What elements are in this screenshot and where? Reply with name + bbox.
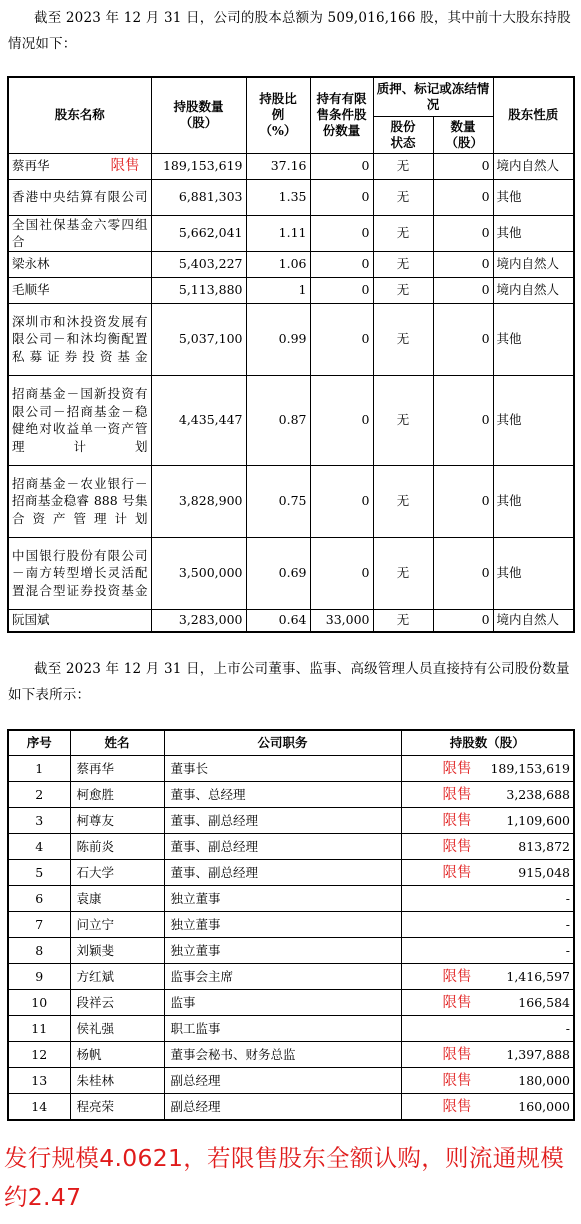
restricted-mark: 限售: [442, 968, 472, 985]
header-pledge-quantity: 数量（股）: [433, 116, 493, 153]
shares-held-cell: [401, 860, 574, 886]
restricted-shares: 0: [310, 179, 373, 215]
serial-no: 4: [8, 834, 70, 860]
shares-held: 180,000: [518, 1072, 570, 1088]
restricted-mark: 限售: [442, 1098, 472, 1115]
shares-held: 166,584: [518, 994, 570, 1010]
shares-held-cell: [401, 782, 574, 808]
pledge-status: 无: [373, 153, 433, 179]
shares-held: 3,238,688: [506, 786, 570, 802]
director-name: 刘颖斐: [70, 938, 164, 964]
header-shareholder-name: 股东名称: [8, 77, 151, 153]
restricted-mark: 限售: [442, 1072, 472, 1089]
shares-held-cell: [401, 808, 574, 834]
director-position: 监事: [164, 990, 401, 1016]
director-row: [8, 990, 574, 1016]
shares-held: 5,037,100: [151, 303, 246, 375]
pledge-quantity: 0: [433, 609, 493, 632]
pledge-status: 无: [373, 537, 433, 609]
director-row: [8, 938, 574, 964]
shares-held: 4,435,447: [151, 375, 246, 465]
shareholder-name: 蔡再华: [12, 158, 50, 173]
director-row: [8, 1042, 574, 1068]
shareholder-nature: 其他: [493, 303, 574, 375]
director-position: 董事会秘书、财务总监: [164, 1042, 401, 1068]
pledge-status: 无: [373, 465, 433, 537]
restricted-shares: 0: [310, 153, 373, 179]
restricted-shares: 0: [310, 215, 373, 251]
shares-held-cell: [401, 990, 574, 1016]
director-row: [8, 782, 574, 808]
serial-no: 10: [8, 990, 70, 1016]
shareholder-row: [8, 609, 574, 632]
director-name: 段祥云: [70, 990, 164, 1016]
header-pledge-status: 股份状态: [373, 116, 433, 153]
director-position: 监事会主席: [164, 964, 401, 990]
restricted-shares: 0: [310, 277, 373, 303]
serial-no: 11: [8, 1016, 70, 1042]
director-position: 副总经理: [164, 1094, 401, 1121]
director-position: 董事、副总经理: [164, 860, 401, 886]
shares-held: 5,113,880: [151, 277, 246, 303]
shares-held-cell: [401, 938, 574, 964]
serial-no: 12: [8, 1042, 70, 1068]
shareholder-name: 香港中央结算有限公司: [8, 179, 151, 215]
shareholder-name: 中国银行股份有限公司－南方转型增长灵活配置混合型证券投资基金: [8, 537, 151, 609]
serial-no: 2: [8, 782, 70, 808]
holding-ratio: 0.87: [246, 375, 310, 465]
pledge-quantity: 0: [433, 375, 493, 465]
shareholder-nature: 其他: [493, 215, 574, 251]
director-position: 独立董事: [164, 886, 401, 912]
shares-held: -: [565, 1020, 570, 1036]
director-row: [8, 1016, 574, 1042]
director-name: 杨帆: [70, 1042, 164, 1068]
director-name: 方红斌: [70, 964, 164, 990]
shares-held: -: [565, 890, 570, 906]
shares-held: -: [565, 942, 570, 958]
header-serial-no: 序号: [8, 730, 70, 756]
holding-ratio: 0.69: [246, 537, 310, 609]
shares-held-cell: [401, 834, 574, 860]
shareholder-nature: 境内自然人: [493, 251, 574, 277]
directors-shareholding-table: [7, 729, 575, 1121]
restricted-mark: 限售: [442, 864, 472, 881]
shares-held: 1,109,600: [506, 812, 570, 828]
shares-held-cell: [401, 912, 574, 938]
director-row: [8, 1094, 574, 1121]
shareholder-name-cell: [8, 153, 151, 179]
restricted-shares: 0: [310, 375, 373, 465]
shares-held: 6,881,303: [151, 179, 246, 215]
director-position: 董事长: [164, 756, 401, 782]
restricted-mark: 限售: [442, 838, 472, 855]
director-row: [8, 912, 574, 938]
shareholder-name: 招商基金－农业银行－招商基金稳睿 888 号集合资产管理计划: [8, 465, 151, 537]
shares-held: 915,048: [518, 864, 570, 880]
shareholder-row: [8, 215, 574, 251]
restricted-shares: 0: [310, 465, 373, 537]
header-pledge: 质押、标记或冻结情况: [373, 77, 493, 116]
holding-ratio: 1.06: [246, 251, 310, 277]
serial-no: 13: [8, 1068, 70, 1094]
shareholder-nature: 境内自然人: [493, 153, 574, 179]
shares-held: 160,000: [518, 1098, 570, 1114]
director-name: 朱桂林: [70, 1068, 164, 1094]
shareholder-row: [8, 251, 574, 277]
restricted-mark: 限售: [442, 760, 472, 777]
shares-held: 5,403,227: [151, 251, 246, 277]
shares-held: 3,828,900: [151, 465, 246, 537]
serial-no: 7: [8, 912, 70, 938]
pledge-quantity: 0: [433, 215, 493, 251]
director-position: 独立董事: [164, 912, 401, 938]
shareholder-nature: 其他: [493, 465, 574, 537]
pledge-quantity: 0: [433, 277, 493, 303]
top-ten-shareholders-table: [7, 76, 575, 633]
shares-held: -: [565, 916, 570, 932]
holding-ratio: 1.35: [246, 179, 310, 215]
pledge-status: 无: [373, 179, 433, 215]
shareholder-name: 阮国斌: [8, 609, 151, 632]
director-name: 柯尊友: [70, 808, 164, 834]
intro-paragraph-2: 截至 2023 年 12 月 31 日，上市公司董事、监事、高级管理人员直接持有公司股份数量如下表所示：: [8, 661, 570, 703]
serial-no: 9: [8, 964, 70, 990]
shares-held: 3,283,000: [151, 609, 246, 632]
shares-held: 189,153,619: [151, 153, 246, 179]
pledge-status: 无: [373, 215, 433, 251]
shareholder-nature: 其他: [493, 179, 574, 215]
director-name: 陈前炎: [70, 834, 164, 860]
restricted-mark: 限售: [442, 1046, 472, 1063]
shares-held-cell: [401, 886, 574, 912]
director-row: [8, 886, 574, 912]
handwritten-note: 发行规模4.0621，若限售股东全额认购，则流通规模约2.47: [4, 1144, 565, 1211]
header-position: 公司职务: [164, 730, 401, 756]
shareholder-row: [8, 179, 574, 215]
director-name: 袁康: [70, 886, 164, 912]
header-name: 姓名: [70, 730, 164, 756]
director-name: 侯礼强: [70, 1016, 164, 1042]
shares-held: 813,872: [518, 838, 570, 854]
pledge-quantity: 0: [433, 179, 493, 215]
director-name: 石大学: [70, 860, 164, 886]
pledge-quantity: 0: [433, 153, 493, 179]
director-name: 蔡再华: [70, 756, 164, 782]
restricted-mark: 限售: [442, 994, 472, 1011]
shareholder-row: [8, 537, 574, 609]
shareholder-row: [8, 153, 574, 179]
shares-held: 1,416,597: [506, 968, 570, 984]
holding-ratio: 1: [246, 277, 310, 303]
intro-paragraph-1: 截至 2023 年 12 月 31 日，公司的股本总额为 509,016,166 股，其中前十大股东持股情况如下：: [8, 10, 571, 52]
shareholder-nature: 境内自然人: [493, 609, 574, 632]
header-nature: 股东性质: [493, 77, 574, 153]
director-row: [8, 1068, 574, 1094]
shareholder-name: 深圳市和沐投资发展有限公司－和沐均衡配置私募证券投资基金: [8, 303, 151, 375]
restricted-shares: 0: [310, 537, 373, 609]
pledge-status: 无: [373, 251, 433, 277]
shares-held-cell: [401, 756, 574, 782]
serial-no: 3: [8, 808, 70, 834]
restricted-shares: 0: [310, 251, 373, 277]
header-shares-held: 持股数（股）: [401, 730, 574, 756]
shares-held: 189,153,619: [490, 760, 570, 776]
pledge-quantity: 0: [433, 465, 493, 537]
shareholder-row: [8, 303, 574, 375]
serial-no: 8: [8, 938, 70, 964]
shares-held-cell: [401, 1042, 574, 1068]
restricted-mark: 限售: [110, 158, 140, 174]
shares-held: 1,397,888: [506, 1046, 570, 1062]
shareholder-row: [8, 277, 574, 303]
holding-ratio: 1.11: [246, 215, 310, 251]
director-name: 问立宁: [70, 912, 164, 938]
shareholder-name: 全国社保基金六零四组合: [8, 215, 151, 251]
restricted-mark: 限售: [442, 786, 472, 803]
pledge-status: 无: [373, 303, 433, 375]
restricted-mark: 限售: [442, 812, 472, 829]
pledge-quantity: 0: [433, 251, 493, 277]
shareholder-nature: 其他: [493, 375, 574, 465]
director-position: 董事、副总经理: [164, 808, 401, 834]
director-row: [8, 860, 574, 886]
holding-ratio: 0.99: [246, 303, 310, 375]
header-shares: 持股数量（股）: [151, 77, 246, 153]
shareholder-name: 梁永林: [8, 251, 151, 277]
director-position: 董事、总经理: [164, 782, 401, 808]
shareholder-nature: 其他: [493, 537, 574, 609]
header-ratio: 持股比例（%）: [246, 77, 310, 153]
director-position: 副总经理: [164, 1068, 401, 1094]
shareholder-nature: 境内自然人: [493, 277, 574, 303]
director-position: 董事、副总经理: [164, 834, 401, 860]
shares-held-cell: [401, 1094, 574, 1121]
shares-held: 5,662,041: [151, 215, 246, 251]
restricted-shares: 0: [310, 303, 373, 375]
director-row: [8, 808, 574, 834]
director-name: 柯愈胜: [70, 782, 164, 808]
serial-no: 14: [8, 1094, 70, 1121]
shareholder-row: [8, 465, 574, 537]
pledge-status: 无: [373, 609, 433, 632]
shareholder-name: 招商基金－国新投资有限公司－招商基金－稳健绝对收益单一资产管理计划: [8, 375, 151, 465]
shares-held-cell: [401, 964, 574, 990]
shareholder-row: [8, 375, 574, 465]
restricted-shares: 33,000: [310, 609, 373, 632]
pledge-quantity: 0: [433, 303, 493, 375]
holding-ratio: 0.64: [246, 609, 310, 632]
serial-no: 6: [8, 886, 70, 912]
pledge-status: 无: [373, 375, 433, 465]
holding-ratio: 0.75: [246, 465, 310, 537]
serial-no: 1: [8, 756, 70, 782]
pledge-quantity: 0: [433, 537, 493, 609]
director-row: [8, 964, 574, 990]
shares-held-cell: [401, 1068, 574, 1094]
header-restricted-shares: 持有有限售条件股份数量: [310, 77, 373, 153]
director-position: 职工监事: [164, 1016, 401, 1042]
shares-held: 3,500,000: [151, 537, 246, 609]
director-name: 程亮荣: [70, 1094, 164, 1121]
holding-ratio: 37.16: [246, 153, 310, 179]
director-row: [8, 756, 574, 782]
shareholder-name: 毛顺华: [8, 277, 151, 303]
director-row: [8, 834, 574, 860]
shares-held-cell: [401, 1016, 574, 1042]
pledge-status: 无: [373, 277, 433, 303]
serial-no: 5: [8, 860, 70, 886]
director-position: 独立董事: [164, 938, 401, 964]
